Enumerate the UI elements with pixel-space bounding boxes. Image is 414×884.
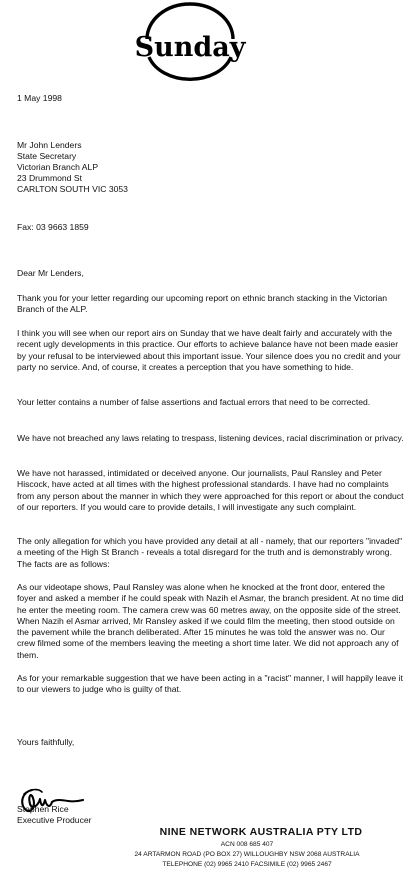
recipient-title: State Secretary — [17, 151, 77, 161]
paragraph-1: Thank you for your letter regarding our upcoming report on ethnic branch stacking in the Victorian Branch of the ALP. — [17, 293, 388, 315]
recipient-name: Mr John Lenders — [17, 140, 82, 150]
sunday-logo — [130, 2, 250, 82]
closing: Yours faithfully, — [17, 737, 75, 747]
recipient-organisation: Victorian Branch ALP — [17, 162, 99, 172]
recipient-street: 23 Drummond St — [17, 173, 82, 183]
paragraph-6: The only allegation for which you have provided any detail at all - namely, that our reporters "invaded" a meeting of the High St Branch - reveals a total disregard for the truth and is demonstrably wrong. The facts are as follows: — [17, 536, 403, 569]
paragraph-8: As for your remarkable suggestion that we have been acting in a "racist" manner, I will happily leave it to our viewers to judge who is guilty of that. — [17, 673, 403, 695]
signatory-title: Executive Producer — [17, 815, 92, 825]
letter-date: 1 May 1998 — [17, 93, 62, 103]
paragraph-3: Your letter contains a number of false assertions and factual errors that need to be corrected. — [17, 397, 371, 407]
fax-number: Fax: 03 9663 1859 — [17, 222, 89, 232]
footer-phone: TELEPHONE (02) 9965 2410 FACSIMILE (02) 9965 2467 — [162, 861, 332, 868]
paragraph-7: As our videotape shows, Paul Ransley was alone when he knocked at the front door, entered the foyer and asked a member if he could speak with Nazih el Asmar, the branch president. At no time did he enter the meeting room. The camera crew was 60 metres away, on the opposite side of the street. When Nazih el Asmar arrived, Mr Ransley asked if we could film the meeting, then stood outside on the pavement while the branch deliberated. After 15 minutes he was told the answer was no. Our crew filmed some of the members leaving the meeting a short time later. We did not approach any of them. — [17, 582, 404, 660]
signatory-name: Stephen Rice — [17, 804, 69, 814]
recipient-city: CARLTON SOUTH VIC 3053 — [17, 184, 128, 194]
footer-address: 24 ARTARMON ROAD (PO BOX 27) WILLOUGHBY NSW 2068 AUSTRALIA — [134, 851, 360, 858]
logo-wordmark: Sunday — [134, 32, 246, 63]
sunday-logo-mark — [130, 2, 250, 82]
footer-acn: ACN 008 685 407 — [220, 841, 274, 848]
paragraph-5: We have not harassed, intimidated or deceived anyone. Our journalists, Paul Ransley and Peter Hiscock, have acted at all times with the highest professional standards. I have had no complaints from any person about the manner in which they were approached for this report or about the conduct of our reporters. If you would care to provide details, I will investigate any such complaint. — [17, 468, 404, 512]
salutation: Dear Mr Lenders, — [17, 268, 84, 278]
paragraph-4: We have not breached any laws relating to trespass, listening devices, racial discrimination or privacy. — [17, 433, 404, 443]
footer-company-name: NINE NETWORK AUSTRALIA PTY LTD — [159, 826, 363, 838]
paragraph-2: I think you will see when our report airs on Sunday that we have dealt fairly and accurately with the recent ugly developments in this practice. Our efforts to achieve balance have not been made easier by your refusal to be interviewed about this important issue. Your silence does you no credit and your party no service. And, of course, it creates a perception that you have something to hide. — [17, 328, 401, 372]
